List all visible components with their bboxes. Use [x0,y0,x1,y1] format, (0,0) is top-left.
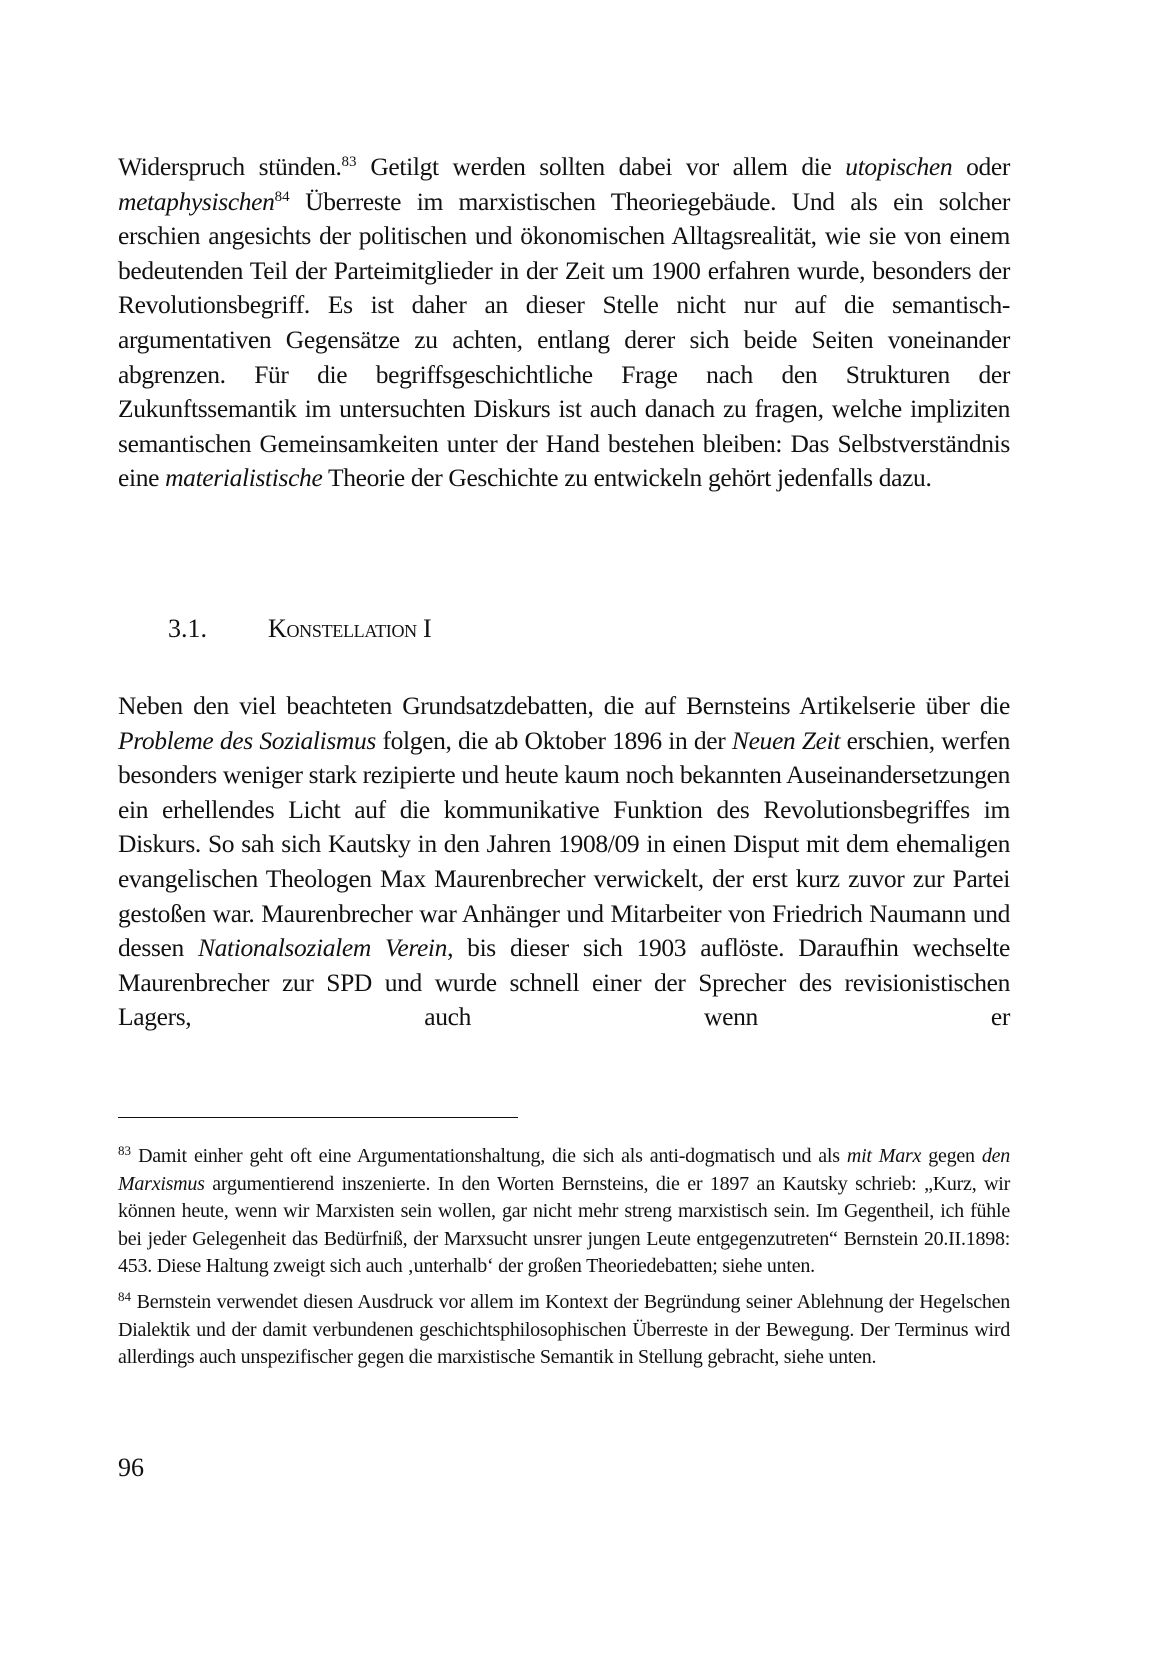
italic-text: utopischen [845,152,953,181]
italic-text: metaphysischen [118,186,275,216]
footnote-number: 84 [118,1288,131,1304]
footnote-reference[interactable]: 83 [341,154,357,170]
footnote-84 [118,1289,1010,1372]
footnote-separator [118,1117,518,1118]
italic-text: materialistische [165,463,323,493]
body-paragraph-2 [118,689,1010,1035]
italic-text: mit Marx [846,1145,922,1167]
italic-text: Nationalsozialem Verein [197,933,448,963]
footnote-number: 83 [118,1143,131,1158]
body-paragraph-1 [118,150,1010,496]
footnote-83 [118,1143,1010,1281]
page-number: 96 [118,1453,144,1482]
section-title: Konstellation I [268,614,432,643]
paragraph-text: Widerspruch stünden.$^{83}$ Getilgt werden sollten dabei vor allem die utopischen oder metaphysischen$^{84}$ Überreste im marxistischen Theoriegebäude. Und als ein solcher erschien angesichts der politischen und ökonomischen Alltagsrealität, wie sie von einem bedeutenden Teil der Parteimitglieder in der Zeit um 1900 erfahren wurde, besonders der Revolutionsbegriff. Es ist daher an dieser Stelle nicht nur auf die semantisch-argumentativen Gegensätze zu achten, entlang derer sich beide Seiten voneinander abgrenzen. Für die begriffsgeschichtliche Frage nach den Strukturen der Zukunftssemantik im untersuchten Diskurs ist auch danach zu fragen, welche impliziten semantischen Gemeinsamkeiten unter der Hand bestehen bleiben: Das Selbstverständnis eine materialistische Theorie der Geschichte zu entwickeln gehört jedenfalls dazu. [118,152,1011,493]
section-heading [168,612,431,646]
footnote-text: Damit einher geht oft eine Argumentationshaltung, die sich als anti-dogmatisch und als mit Marx gegen den Marxismus argumentierend inszenierte. In den Worten Bernsteins, die er 1897 an Kautsky schrieb: „Kurz, wir können heute, wenn wir Marxisten sein wollen, gar nicht mehr streng marxistisch sein. Im Gegentheil, ich fühle bei jeder Gelegenheit das Bedürfniß, der Marxsucht unsrer jungen Leute entgegenzutreten“ Bernstein 20.II.1898: 453. Diese Haltung zweigt sich auch ‚unterhalb‘ der großen Theoriedebatten; siehe unten. [118,1145,1010,1278]
footnotes [118,1143,1010,1380]
italic-text: Neuen Zeit [731,725,841,755]
paragraph-text: Neben den viel beachteten Grundsatzdebatten, die auf Bernsteins Artikelserie über die Probleme des Sozialismus folgen, die ab Oktober 1896 in der Neuen Zeit erschien, werfen besonders weniger stark rezipierte und heute kaum noch bekannten Auseinandersetzungen ein erhellendes Licht auf die kommunikative Funktion des Revolutionsbegriffes im Diskurs. So sah sich Kautsky in den Jahren 1908/09 in einen Disput mit dem ehemaligen evangelischen Theologen Max Maurenbrecher verwickelt, der erst kurz zuvor zur Partei gestoßen war. Maurenbrecher war Anhänger und Mitarbeiter von Friedrich Naumann und dessen Nationalsozialem Verein, bis dieser sich 1903 auflöste. Daraufhin wechselte Maurenbrecher zur SPD und wurde schnell einer der Sprecher des revisionistischen Lagers, auch wenn er [118,691,1010,1032]
italic-text: Probleme des Sozialismus [118,725,376,755]
section-number: 3.1. [168,614,207,643]
italic-text: den Marxismus [118,1145,1010,1195]
footnote-text: Bernstein verwendet diesen Ausdruck vor allem im Kontext der Begründung seiner Ablehnung der Hegelschen Dialektik und der damit verbundenen geschichtsphilosophischen Überreste in der Bewegung. Der Terminus wird allerdings auch unspezifischer gegen die marxistische Semantik in Stellung gebracht, siehe unten. [118,1290,1010,1369]
footnote-reference[interactable]: 84 [274,188,290,205]
